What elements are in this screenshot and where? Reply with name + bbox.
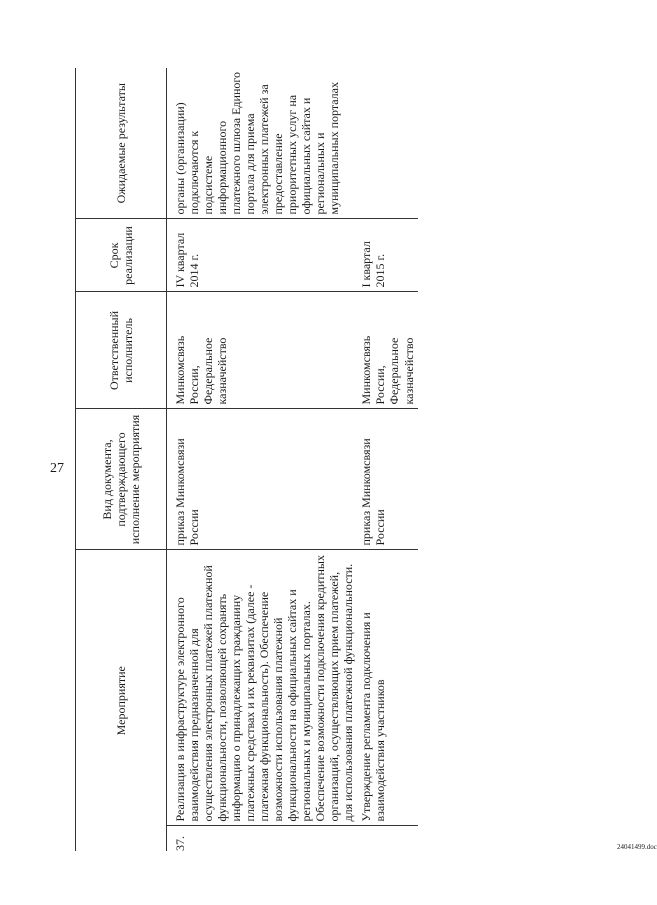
- page-number: 27: [50, 461, 64, 476]
- rotated-table-area: [75, 61, 628, 851]
- activity-cell: Утверждение регламента подключения и взаимодействия участников: [357, 550, 417, 826]
- activities-table: [75, 68, 418, 851]
- deadline-cell: IV квартал 2014 г.: [167, 219, 358, 292]
- row-number: 37.: [173, 836, 187, 851]
- document-type-cell: приказ Минкомсвязи России: [167, 409, 358, 550]
- table-row: [167, 68, 358, 851]
- header-results: Ожидаемые результаты: [76, 68, 167, 219]
- document-code: 24041499.doc: [617, 843, 657, 851]
- document-type-cell: приказ Минкомсвязи России: [357, 409, 417, 550]
- results-cell: [357, 68, 417, 219]
- header-executor: Ответственный исполнитель: [76, 292, 167, 409]
- activity-cell: Реализация в инфраструктуре электронного взаимодействия предназначенной для осуществления электронных платежей платежной функциональности, позволяющей сохранять информацию о принадлежащих гражданину платежных средствах и их реквизитах (далее - платежная функциональность). Обеспечение возможности использования платежной функциональности на официальных сайтах и региональных и муниципальных порталах. Обеспечение возможности подключения кредитных организаций, осуществляющих прием платежей, для использования платежной функциональности.: [167, 550, 358, 826]
- table-header-row: [76, 68, 167, 851]
- results-cell: органы (организации) подключаются к подсистеме информационного платежного шлюза Единого портала для приема электронных платежей за предоставление приоритетных услуг на официальных сайтах и региональных и муниципальных порталах: [167, 68, 358, 219]
- deadline-cell: I квартал 2015 г.: [357, 219, 417, 292]
- header-deadline: Срок реализации: [76, 219, 167, 292]
- executor-cell: Минкомсвязь России, Федеральное казначейство: [167, 292, 358, 409]
- header-activity: Мероприятие: [76, 550, 167, 851]
- row-number: [357, 826, 417, 851]
- executor-cell: Минкомсвязь России, Федеральное казначейство: [357, 292, 417, 409]
- table-row: [357, 68, 417, 851]
- header-document-type: Вид документа, подтверждающего исполнение мероприятия: [76, 409, 167, 550]
